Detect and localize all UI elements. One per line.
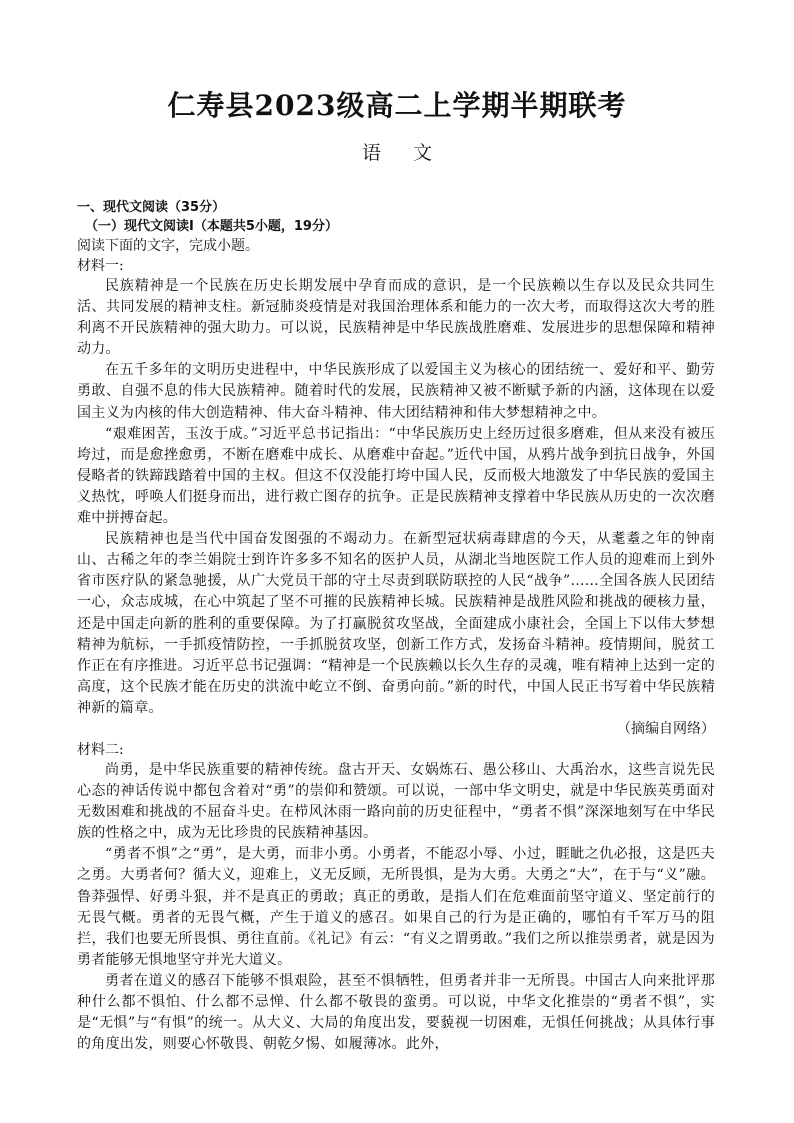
instruction: 阅读下面的文字，完成小题。	[77, 238, 259, 254]
material-one-source: （摘编自网络）	[617, 720, 715, 737]
subject-char-right: 文	[413, 142, 433, 164]
material-one-paragraph: 在五千多年的文明历史进程中，中华民族形成了以爱国主义为核心的团结统一、爱好和平、勤劳勇敢、自强不息的伟大民族精神。随着时代的发展，民族精神又被不断赋予新的内涵，这体现在以爱国主义为内核的伟大创造精神、伟大奋斗精神、伟大团结精神和伟大梦想精神之中。	[77, 362, 715, 421]
exam-title: 仁寿县2023级高二上学期半期联考	[167, 89, 627, 122]
subject-heading	[0, 138, 794, 165]
material-two-paragraph: 勇者在道义的感召下能够不惧艰险，甚至不惧牺牲，但勇者并非一无所畏。中国古人向来批评那种什么都不惧怕、什么都不忌惮、什么都不敬畏的蛮勇。可以说，中华文化推崇的“勇者不惧”，实是“无惧”与“有惧”的统一。从大义、大局的角度出发，要藐视一切困难，无惧任何挑战；从具体行事的角度出发，则要心怀敬畏、朝乾夕惕、如履薄冰。此外，	[77, 972, 715, 1053]
material-two-paragraph: “勇者不惧”之“勇”，是大勇，而非小勇。小勇者，不能忍小辱、小过，睚眦之仇必报，这是匹夫之勇。大勇者何？循大义，迎难上，义无反顾，无所畏惧，是为大勇。大勇之“大”，在于与“义”融。鲁莽强悍、好勇斗狠，并不是真正的勇敢；真正的勇敢，是指人们在危难面前坚守道义、坚定前行的无畏气概。勇者的无畏气概，产生于道义的感召。如果自己的行为是正确的，哪怕有千军万马的阻拦，我们也要无所畏惧、勇往直前。《礼记》有云：“有义之谓勇敢。”我们之所以推崇勇者，就是因为勇者能够无惧地坚守并光大道义。	[77, 846, 715, 968]
material-one-paragraph: “艰难困苦，玉汝于成。”习近平总书记指出：“中华民族历史上经历过很多磨难，但从来没有被压垮过，而是愈挫愈勇，不断在磨难中成长、从磨难中奋起。”近代中国，从鸦片战争到抗日战争，外国侵略者的铁蹄践踏着中国的主权。但这不仅没能打垮中国人民，反而极大地激发了中华民族的爱国主义热忱，呼唤人们挺身而出，进行救亡图存的抗争。正是民族精神支撑着中华民族从历史的一次次磨难中拼搏奋起。	[77, 425, 715, 527]
material-one-label: 材料一:	[77, 258, 124, 274]
material-two-label: 材料二:	[77, 741, 124, 758]
section-heading: 一、现代文阅读（35分）	[77, 200, 226, 215]
exam-content	[77, 198, 715, 1055]
material-two-paragraph: 尚勇，是中华民族重要的精神传统。盘古开天、女娲炼石、愚公移山、大禹治水，这些言说先民心态的神话传说中都包含着对“勇”的崇仰和赞颂。可以说，一部中华文明史，就是中华民族英勇面对无数困难和挑战的不屈奋斗史。在栉风沐雨一路向前的历史征程中，“勇者不惧”深深地刻写在中华民族的性格之中，成为无比珍贵的民族精神基因。	[77, 761, 715, 842]
sub-section-heading: （一）现代文阅读Ⅰ（本题共5小题，19分）	[85, 219, 338, 234]
material-one-paragraph: 民族精神是一个民族在历史长期发展中孕育而成的意识，是一个民族赖以生存以及民众共同生活、共同发展的精神支柱。新冠肺炎疫情是对我国治理体系和能力的一次大考，而取得这次大考的胜利离不开民族精神的强大助力。可以说，民族精神是中华民族战胜磨难、发展进步的思想保障和精神动力。	[77, 278, 715, 358]
material-one-paragraph: 民族精神也是当代中国奋发图强的不竭动力。在新型冠状病毒肆虐的今天，从耄耋之年的钟南山、古稀之年的李兰娟院士到许许多多不知名的医护人员，从湖北当地医院工作人员的迎难而上到外省市医疗队的紧急驰援，从广大党员干部的守土尽责到联防联控的人民“战争”……全国各族人民团结一心，众志成城，在心中筑起了坚不可摧的民族精神长城。民族精神是战胜风险和挑战的硬核力量，还是中国走向新的胜利的重要保障。为了打赢脱贫攻坚战，全面建成小康社会，全国上下以伟大梦想精神为航标，一手抓疫情防控，一手抓脱贫攻坚，创新工作方式，发扬奋斗精神。疫情期间，脱贫工作正在有序推进。习近平总书记强调：“精神是一个民族赖以长久生存的灵魂，唯有精神上达到一定的高度，这个民族才能在历史的洪流中屹立不倒、奋勇向前。”新的时代，中国人民正书写着中华民族精神新的篇章。	[77, 531, 715, 716]
subject-char-left: 语	[361, 142, 381, 164]
